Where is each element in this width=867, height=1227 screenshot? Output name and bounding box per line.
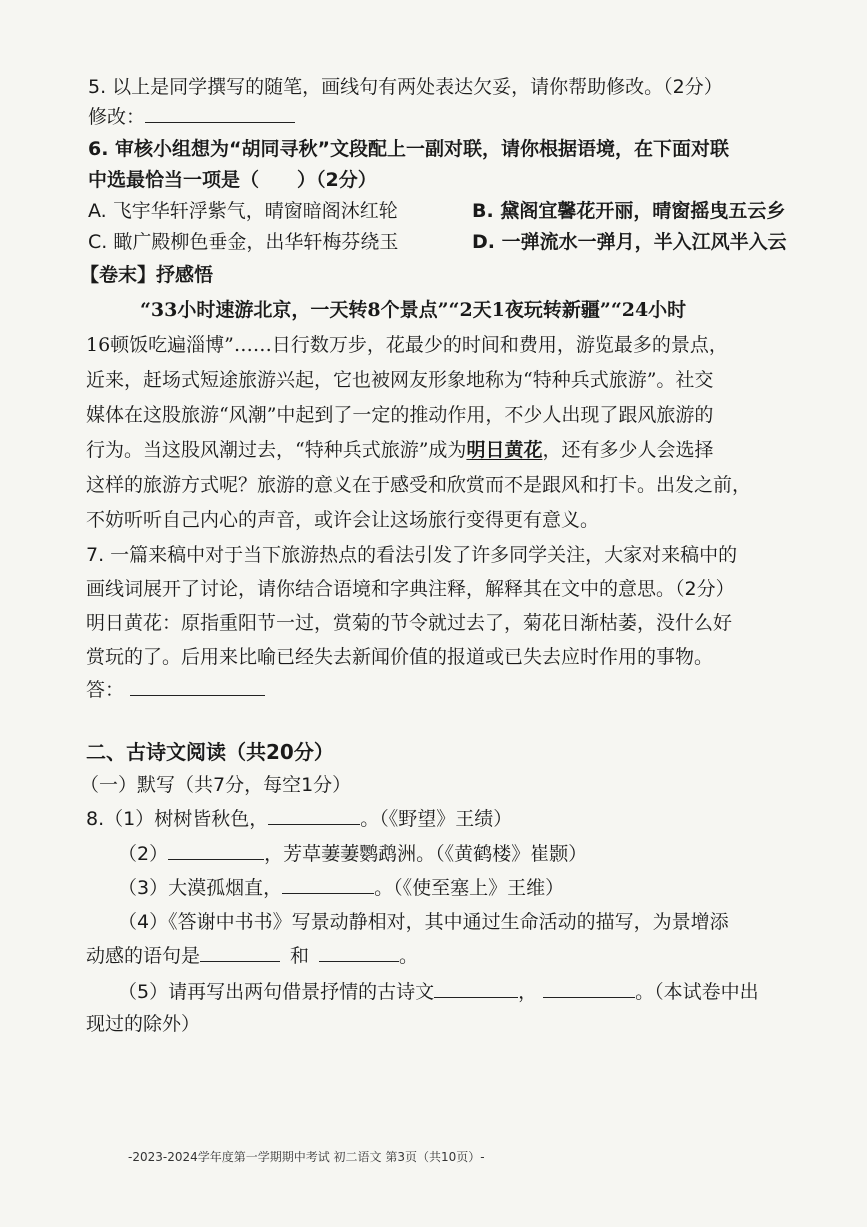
q7-answer-blank[interactable] bbox=[130, 677, 265, 696]
q7-stem-line1: 7. 一篇来稿中对于当下旅游热点的看法引发了许多同学关注，大家对来稿中的 bbox=[86, 544, 738, 566]
q8-item-1 bbox=[86, 806, 512, 832]
q8-item-4-blank-2[interactable] bbox=[319, 943, 399, 962]
q8-item-2-label: （2） bbox=[118, 843, 169, 865]
q8-item-5-comma: ， bbox=[518, 981, 538, 1003]
passage-line-2: 16顿饭吃遍淄博”……日行数万步，花最少的时间和费用，游览最多的景点， bbox=[86, 334, 728, 356]
q8-item-4-and: 和 bbox=[290, 945, 310, 967]
q8-item-2-blank[interactable] bbox=[168, 841, 264, 860]
passage-line-3: 近来，赶场式短途旅游兴起，它也被网友形象地称为“特种兵式旅游”。社交 bbox=[86, 369, 714, 391]
q8-item-1-text: 8.（1）树树皆秋色， bbox=[86, 808, 269, 830]
q8-item-3-text: （3）大漠孤烟直， bbox=[118, 877, 283, 899]
q5-answer-label: 修改： bbox=[88, 106, 146, 128]
q8-item-5-blank-1[interactable] bbox=[434, 979, 518, 998]
q8-item-3 bbox=[118, 875, 564, 901]
q8-item-4-text: 动感的语句是 bbox=[86, 945, 201, 967]
q6-stem-line1: 6. 审核小组想为“胡同寻秋”文段配上一副对联，请你根据语境，在下面对联 bbox=[88, 138, 730, 160]
passage-line-5-end: ，还有多少人会选择 bbox=[542, 439, 714, 461]
q6-stem-line2: 中选最恰当一项是（ ）（2分） bbox=[88, 169, 377, 191]
q5-stem: 5. 以上是同学撰写的随笔，画线句有两处表达欠妥，请你帮助修改。（2分） bbox=[88, 76, 723, 98]
q8-item-2-text: ，芳草萋萋鹦鹉洲。（《黄鹤楼》崔颢） bbox=[264, 843, 588, 865]
q8-item-3-source: 。（《使至塞上》王维） bbox=[374, 877, 565, 899]
underlined-word: 明日黄花 bbox=[466, 439, 543, 461]
q8-item-5-line2: 现过的除外） bbox=[86, 1013, 201, 1035]
q5-answer-blank[interactable] bbox=[145, 104, 295, 123]
q7-definition-line2: 赏玩的了。后用来比喻已经失去新闻价值的报道或已失去应时作用的事物。 bbox=[86, 646, 714, 668]
q7-definition-line1: 明日黄花：原指重阳节一过，赏菊的节令就过去了，菊花日渐枯萎，没什么好 bbox=[86, 612, 733, 634]
q6-option-d[interactable]: D. 一弹流水一弹月，半入江风半入云 bbox=[472, 231, 787, 253]
page-footer: -2023-2024学年度第一学期期中考试 初二语文 第3页（共10页）- bbox=[128, 1150, 485, 1164]
q8-item-5-line1 bbox=[118, 979, 759, 1005]
q8-item-1-source: 。（《野望》王绩） bbox=[360, 808, 513, 830]
q5-answer-row bbox=[88, 104, 295, 130]
section-end-heading: 【卷末】抒感悟 bbox=[80, 264, 214, 286]
passage-line-5-start: 行为。当这股风潮过去，“特种兵式旅游”成为 bbox=[86, 439, 467, 461]
q8-item-5-note: 。（本试卷中出 bbox=[635, 981, 759, 1003]
part2-subheading: （一）默写（共7分，每空1分） bbox=[80, 774, 352, 796]
q8-item-4-end: 。 bbox=[399, 945, 419, 967]
q8-item-3-blank[interactable] bbox=[282, 875, 374, 894]
q8-item-2 bbox=[118, 841, 587, 867]
q7-answer-row bbox=[86, 677, 265, 703]
passage-line-4: 媒体在这股旅游“风潮”中起到了一定的推动作用，不少人出现了跟风旅游的 bbox=[86, 404, 714, 426]
passage-line-6: 这样的旅游方式呢？旅游的意义在于感受和欣赏而不是跟风和打卡。出发之前， bbox=[86, 474, 752, 496]
q7-stem-line2: 画线词展开了讨论，请你结合语境和字典注释，解释其在文中的意思。（2分） bbox=[86, 578, 735, 600]
q8-item-4-blank-1[interactable] bbox=[200, 943, 280, 962]
passage-line-1: “33小时速游北京，一天转8个景点”“2天1夜玩转新疆”“24小时 bbox=[140, 299, 687, 321]
q8-item-5-text: （5）请再写出两句借景抒情的古诗文 bbox=[118, 981, 435, 1003]
passage-line-5 bbox=[86, 437, 713, 463]
q6-option-b[interactable]: B. 黛阁宜馨花开丽，晴窗摇曳五云乡 bbox=[472, 200, 786, 222]
passage-line-7: 不妨听听自己内心的声音，或许会让这场旅行变得更有意义。 bbox=[86, 509, 600, 531]
q6-option-a[interactable]: A. 飞宇华轩浮紫气，晴窗暗阁沐红轮 bbox=[88, 200, 398, 222]
q8-item-4-line1: （4）《答谢中书书》写景动静相对，其中通过生命活动的描写，为景增添 bbox=[118, 911, 729, 933]
part2-heading: 二、古诗文阅读（共20分） bbox=[86, 740, 334, 764]
q6-option-c[interactable]: C. 瞰广殿柳色垂金，出华轩梅芬绕玉 bbox=[88, 231, 399, 253]
q8-item-5-blank-2[interactable] bbox=[543, 979, 635, 998]
q8-item-4-line2 bbox=[86, 943, 418, 969]
q7-answer-label: 答： bbox=[86, 679, 125, 701]
q8-item-1-blank[interactable] bbox=[268, 806, 360, 825]
